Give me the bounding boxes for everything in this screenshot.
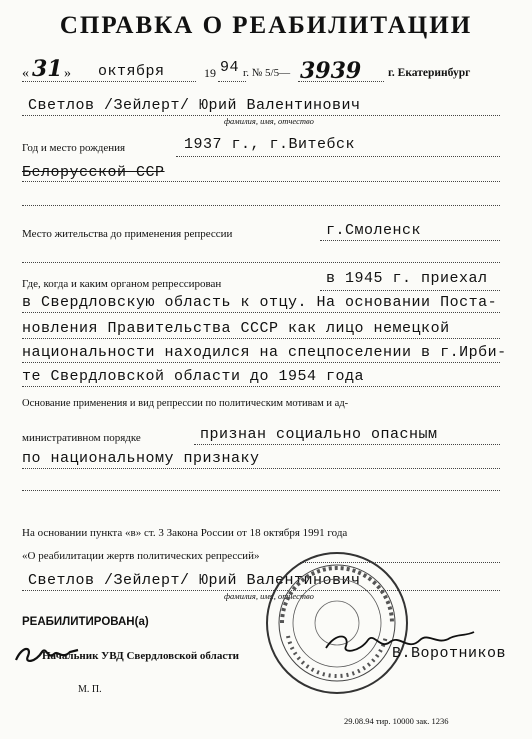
- date-rule: [22, 81, 196, 82]
- basis-value-2: по национальному признаку: [22, 450, 260, 467]
- law-line-2: «О реабилитации жертв политических репрессий»: [22, 550, 260, 562]
- repression-line-2: в Свердловскую область к отцу. На основании Поста-: [22, 294, 498, 311]
- birth-rule-3: [22, 205, 500, 206]
- repression-label: Где, когда и каким органом репрессирован: [22, 278, 222, 290]
- print-info: 29.08.94 тир. 10000 зак. 1236: [344, 716, 449, 726]
- person-name: Светлов /Зейлерт/ Юрий Валентинович: [28, 97, 361, 114]
- birth-label: Год и место рождения: [22, 142, 126, 154]
- date-year-suffix: 94: [220, 59, 240, 76]
- basis-rule-2: [22, 468, 500, 469]
- repression-rule-1: [320, 290, 500, 291]
- repression-rule-4: [22, 362, 500, 363]
- residence-label: Место жительства до применения репрессии: [22, 228, 233, 240]
- law-line-1: На основании пункта «в» ст. 3 Закона России от 18 октября 1991 года: [22, 527, 348, 539]
- residence-rule-2: [22, 262, 500, 263]
- name-caption: фамилия, имя, отчество: [224, 116, 314, 126]
- repression-line-4: национальности находился на спецпоселении в г.Ирби-: [22, 344, 507, 361]
- certificate-number: 3939: [300, 58, 362, 84]
- birth-rule: [176, 156, 500, 157]
- date-day: 31: [32, 56, 63, 82]
- year-rule: [218, 81, 246, 82]
- city: г. Екатеринбург: [388, 67, 471, 79]
- law-person-name: Светлов /Зейлерт/ Юрий Валентинович: [28, 572, 361, 589]
- basis-label-2: министративном порядке: [22, 432, 141, 444]
- basis-label-1: Основание применения и вид репрессии по политическим мотивам и ад-: [22, 398, 349, 409]
- date-number-label: г. № 5/5—: [243, 67, 291, 79]
- repression-line-3: новления Правительства СССР как лицо немецкой: [22, 320, 450, 337]
- repression-line-1: в 1945 г. приехал: [326, 270, 488, 287]
- date-year-prefix: 19: [204, 66, 216, 80]
- signatory-name: В.Воротников: [392, 645, 507, 662]
- birth-value: 1937 г., г.Витебск: [184, 136, 356, 153]
- signatory-position: Начальник УВД Свердловской области: [42, 650, 239, 662]
- rehabilitated-status: РЕАБИЛИТИРОВАН(а): [22, 616, 149, 628]
- basis-rule-3: [22, 490, 500, 491]
- repression-rule-5: [22, 386, 500, 387]
- law-name-caption: фамилия, имя, отчество: [224, 591, 314, 601]
- basis-rule-1: [194, 444, 500, 445]
- residence-rule: [320, 240, 500, 241]
- birth-value-2: Белорусской ССР: [22, 164, 165, 181]
- stamp-place: М. П.: [78, 684, 102, 695]
- basis-value-1: признан социально опасным: [200, 426, 438, 443]
- birth-rule-2: [22, 181, 500, 182]
- repression-rule-2: [22, 312, 500, 313]
- repression-line-5: те Свердловской области до 1954 года: [22, 368, 365, 385]
- date-month: октября: [98, 63, 165, 80]
- date-quote-open: «: [22, 66, 29, 81]
- residence-value: г.Смоленск: [326, 222, 422, 239]
- number-rule: [298, 81, 384, 82]
- repression-rule-3: [22, 338, 500, 339]
- page-title: СПРАВКА О РЕАБИЛИТАЦИИ: [59, 12, 473, 39]
- date-quote-close: »: [64, 66, 71, 81]
